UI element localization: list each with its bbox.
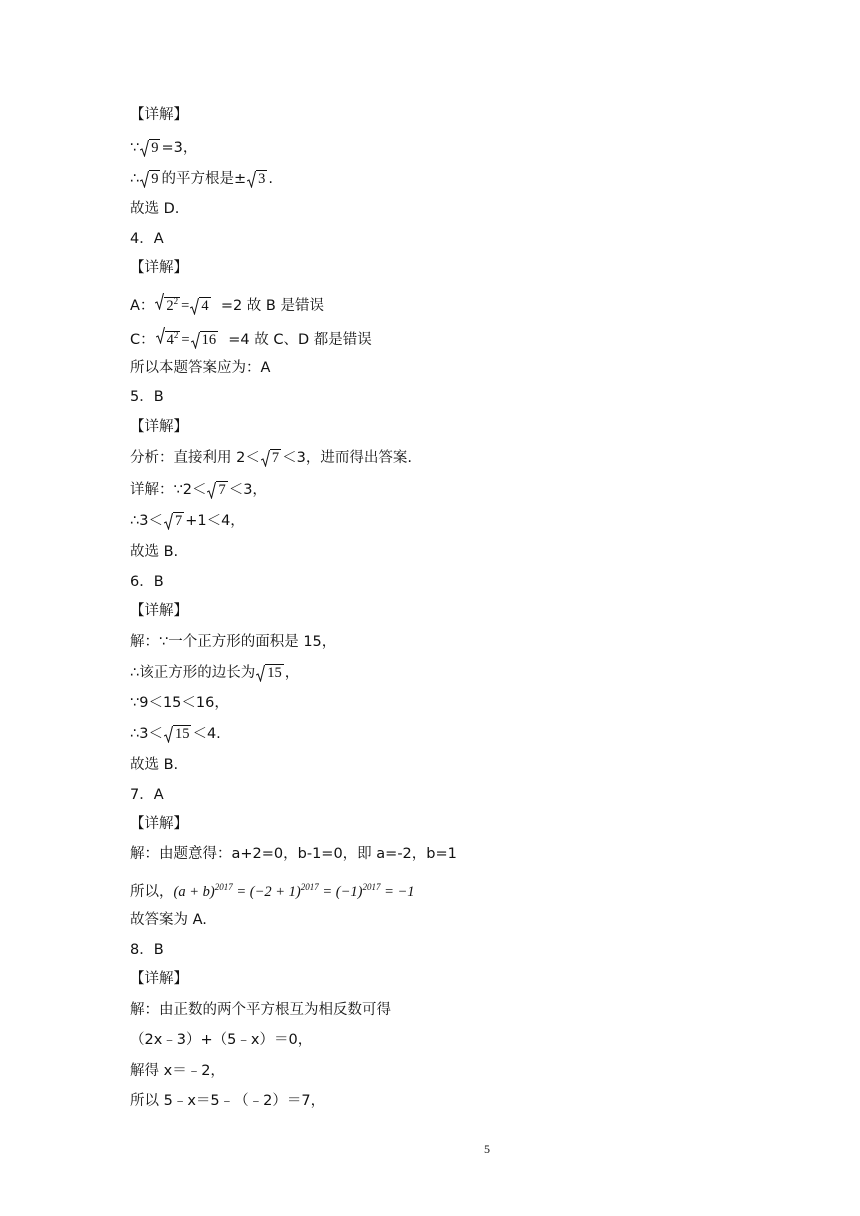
- text-line: 所以 5﹣x＝5﹣（﹣2）＝7，: [130, 1093, 326, 1109]
- text-line: 8．B: [130, 942, 164, 958]
- text-line: ∵ 9 =3，: [130, 140, 198, 156]
- sqrt-symbol: 15: [164, 725, 192, 743]
- text-line: ∴3＜ 7 +1＜4，: [130, 513, 245, 529]
- text-line: 解得 x＝﹣2，: [130, 1063, 225, 1079]
- sqrt-symbol: $4^2$: [156, 326, 181, 349]
- math-expression: $(a + b)^{2017} = (-2 + 1)^{2017} = (-1)^{2017} = -1$: [173, 882, 415, 900]
- text-line: 【详解】: [130, 971, 188, 987]
- text-line: 【详解】: [130, 816, 188, 832]
- sqrt-symbol: 7: [207, 481, 227, 499]
- text-line: 详解：∵2＜ 7 ＜3，: [130, 482, 267, 498]
- text-line: A： $2^2$ = 4 =2 故 B 是错误: [130, 292, 324, 315]
- text-line: 【详解】: [130, 419, 188, 435]
- text-line: 【详解】: [130, 603, 188, 619]
- text-line: C： $4^2$ = 16 =4 故 C、D 都是错误: [130, 326, 372, 349]
- text-line: ∴3＜ 15 ＜4.: [130, 726, 221, 742]
- text-line: 【详解】: [130, 107, 188, 123]
- sqrt-symbol: 7: [261, 449, 281, 467]
- text-line: 4．A: [130, 231, 164, 247]
- text-line: 6．B: [130, 574, 164, 590]
- sqrt-symbol: 15: [256, 664, 284, 682]
- text-line: （2x﹣3）+（5﹣x）＝0，: [130, 1032, 313, 1048]
- text-line: 【详解】: [130, 260, 188, 276]
- text-line: 解：由正数的两个平方根互为相反数可得: [130, 1002, 391, 1018]
- sqrt-symbol: $2^2$: [155, 292, 180, 315]
- text-line: 5．B: [130, 389, 164, 405]
- sqrt-symbol: 9: [140, 170, 160, 188]
- text-line: 故选 B.: [130, 544, 179, 560]
- text-line: 解：由题意得：a+2=0，b-1=0，即 a=-2，b=1: [130, 846, 457, 862]
- sqrt-symbol: 16: [191, 331, 219, 349]
- sqrt-symbol: 4: [190, 297, 210, 315]
- text-line: 分析：直接利用 2＜ 7 ＜3，进而得出答案.: [130, 450, 412, 466]
- text-line: 故选 D.: [130, 201, 180, 217]
- sqrt-symbol: 9: [140, 139, 160, 157]
- text-line: 所以，$(a + b)^{2017} = (-2 + 1)^{2017} = (-1)^{2017} = -1$: [130, 882, 415, 900]
- text-line: 故选 B.: [130, 757, 179, 773]
- text-line: ∴该正方形的边长为 15 ，: [130, 665, 300, 681]
- text-line: ∵9＜15＜16，: [130, 695, 229, 711]
- sqrt-symbol: 3: [247, 170, 267, 188]
- text-line: ∴ 9 的平方根是± 3 .: [130, 171, 273, 187]
- text-line: 7．A: [130, 787, 164, 803]
- sqrt-symbol: 7: [164, 512, 184, 530]
- page-number: 5: [484, 1142, 490, 1156]
- text-line: 解：∵一个正方形的面积是 15，: [130, 634, 337, 650]
- text-line: 故答案为 A.: [130, 912, 207, 928]
- text-line: 所以本题答案应为：A: [130, 360, 271, 376]
